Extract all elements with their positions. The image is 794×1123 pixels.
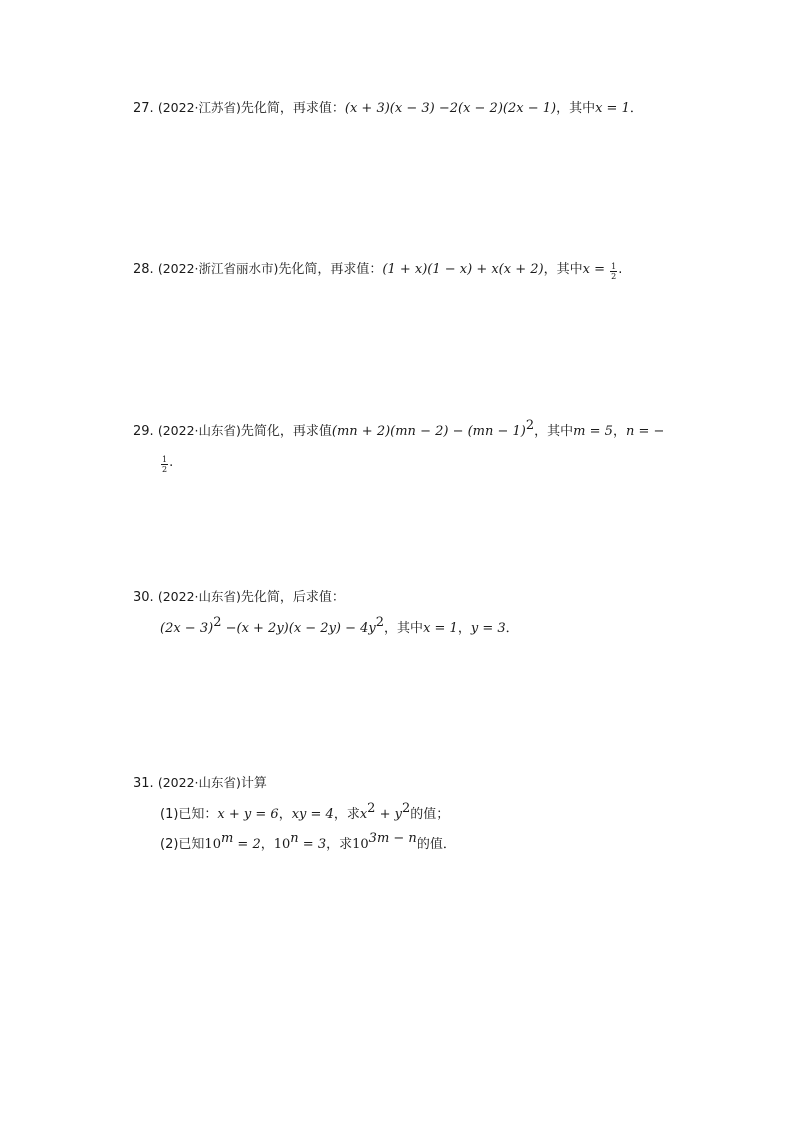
question-28-line bbox=[133, 261, 622, 281]
exponent: 2 bbox=[525, 418, 535, 433]
target-term: x bbox=[359, 807, 368, 822]
target-term: + y bbox=[375, 807, 402, 822]
question-number: 30. bbox=[133, 590, 154, 605]
condition-lead: ，其中 bbox=[556, 101, 596, 116]
question-30-line bbox=[133, 589, 345, 606]
separator: ， bbox=[260, 837, 274, 852]
question-source: (2022·江苏省) bbox=[157, 100, 241, 115]
condition-lead: ，其中 bbox=[534, 424, 574, 439]
condition-n: n = − bbox=[625, 424, 665, 439]
separator: ， bbox=[612, 424, 626, 439]
condition-lead: ，其中 bbox=[384, 621, 424, 636]
sentence-end: . bbox=[618, 262, 623, 277]
condition-x: x = 1 bbox=[423, 621, 458, 636]
math-base: 10 bbox=[204, 837, 221, 852]
sentence-end: . bbox=[169, 455, 174, 470]
question-27-line bbox=[133, 100, 643, 117]
question-prompt: 先简化，再求值 bbox=[240, 424, 332, 439]
condition-lead: ，其中 bbox=[543, 262, 583, 277]
math-expression: (x + 3)(x − 3) −2(x − 2)(2x − 1) bbox=[344, 101, 557, 116]
math-expression: (2x − 3) bbox=[160, 621, 214, 636]
question-29-line bbox=[133, 418, 665, 440]
ask-text: ，求 bbox=[326, 837, 353, 852]
math-expression: x + y = 6 bbox=[217, 807, 279, 822]
math-expression: xy = 4 bbox=[291, 807, 334, 822]
sentence-end: 的值； bbox=[410, 807, 450, 822]
separator: ， bbox=[278, 807, 292, 822]
math-expression: (mn + 2)(mn − 2) − (mn − 1) bbox=[331, 424, 526, 439]
condition-value: x = bbox=[582, 262, 610, 277]
part-label: (2)已知 bbox=[160, 837, 205, 852]
fraction-numerator: 1 bbox=[162, 455, 168, 464]
part-label: (1)已知： bbox=[160, 807, 218, 822]
fraction-numerator: 1 bbox=[611, 262, 617, 271]
condition-m: m = 5 bbox=[573, 424, 613, 439]
sentence-end: ． bbox=[505, 621, 519, 636]
question-31-part-2 bbox=[160, 831, 456, 853]
question-number: 31. bbox=[133, 776, 154, 791]
question-number: 28. bbox=[133, 262, 154, 277]
question-31-line bbox=[133, 775, 267, 792]
question-prompt: 先化简，后求值： bbox=[240, 590, 345, 605]
question-number: 27. bbox=[133, 101, 154, 116]
fraction-denominator: 2 bbox=[162, 465, 168, 474]
condition-y: y = 3 bbox=[470, 621, 506, 636]
question-30-line-2 bbox=[160, 615, 519, 637]
separator: ， bbox=[457, 621, 471, 636]
question-31-part-1 bbox=[160, 801, 450, 823]
ask-text: ，求 bbox=[333, 807, 360, 822]
math-base: 10 bbox=[273, 837, 291, 852]
math-expression: −(x + 2y)(x − 2y) − 4y bbox=[221, 621, 376, 636]
question-source: (2022·山东省) bbox=[157, 423, 241, 438]
exponent: 2 bbox=[375, 615, 385, 630]
exponent: 2 bbox=[401, 801, 411, 816]
question-source: (2022·山东省) bbox=[157, 775, 241, 790]
exponent: 2 bbox=[213, 615, 222, 630]
question-source: (2022·浙江省丽水市) bbox=[157, 261, 279, 276]
question-29-line-2 bbox=[160, 455, 173, 474]
condition-value: x = 1 bbox=[595, 101, 630, 116]
exponent: 3m − n bbox=[368, 831, 417, 846]
math-value: = 3 bbox=[298, 837, 327, 852]
fraction-denominator: 2 bbox=[611, 272, 617, 281]
sentence-end: 的值． bbox=[416, 837, 456, 852]
exponent: m bbox=[220, 831, 234, 846]
exponent: n bbox=[290, 831, 299, 846]
exponent: 2 bbox=[367, 801, 376, 816]
question-prompt: 先化简，再求值： bbox=[240, 101, 345, 116]
sentence-end: ． bbox=[629, 101, 643, 116]
question-source: (2022·山东省) bbox=[157, 589, 241, 604]
math-expression: (1 + x)(1 − x) + x(x + 2) bbox=[382, 262, 544, 277]
fraction bbox=[161, 455, 168, 474]
math-base: 10 bbox=[352, 837, 369, 852]
question-prompt: 先化简，再求值： bbox=[278, 262, 383, 277]
question-number: 29. bbox=[133, 424, 154, 439]
fraction bbox=[610, 262, 617, 281]
math-value: = 2 bbox=[233, 837, 261, 852]
question-prompt: 计算 bbox=[240, 776, 267, 791]
